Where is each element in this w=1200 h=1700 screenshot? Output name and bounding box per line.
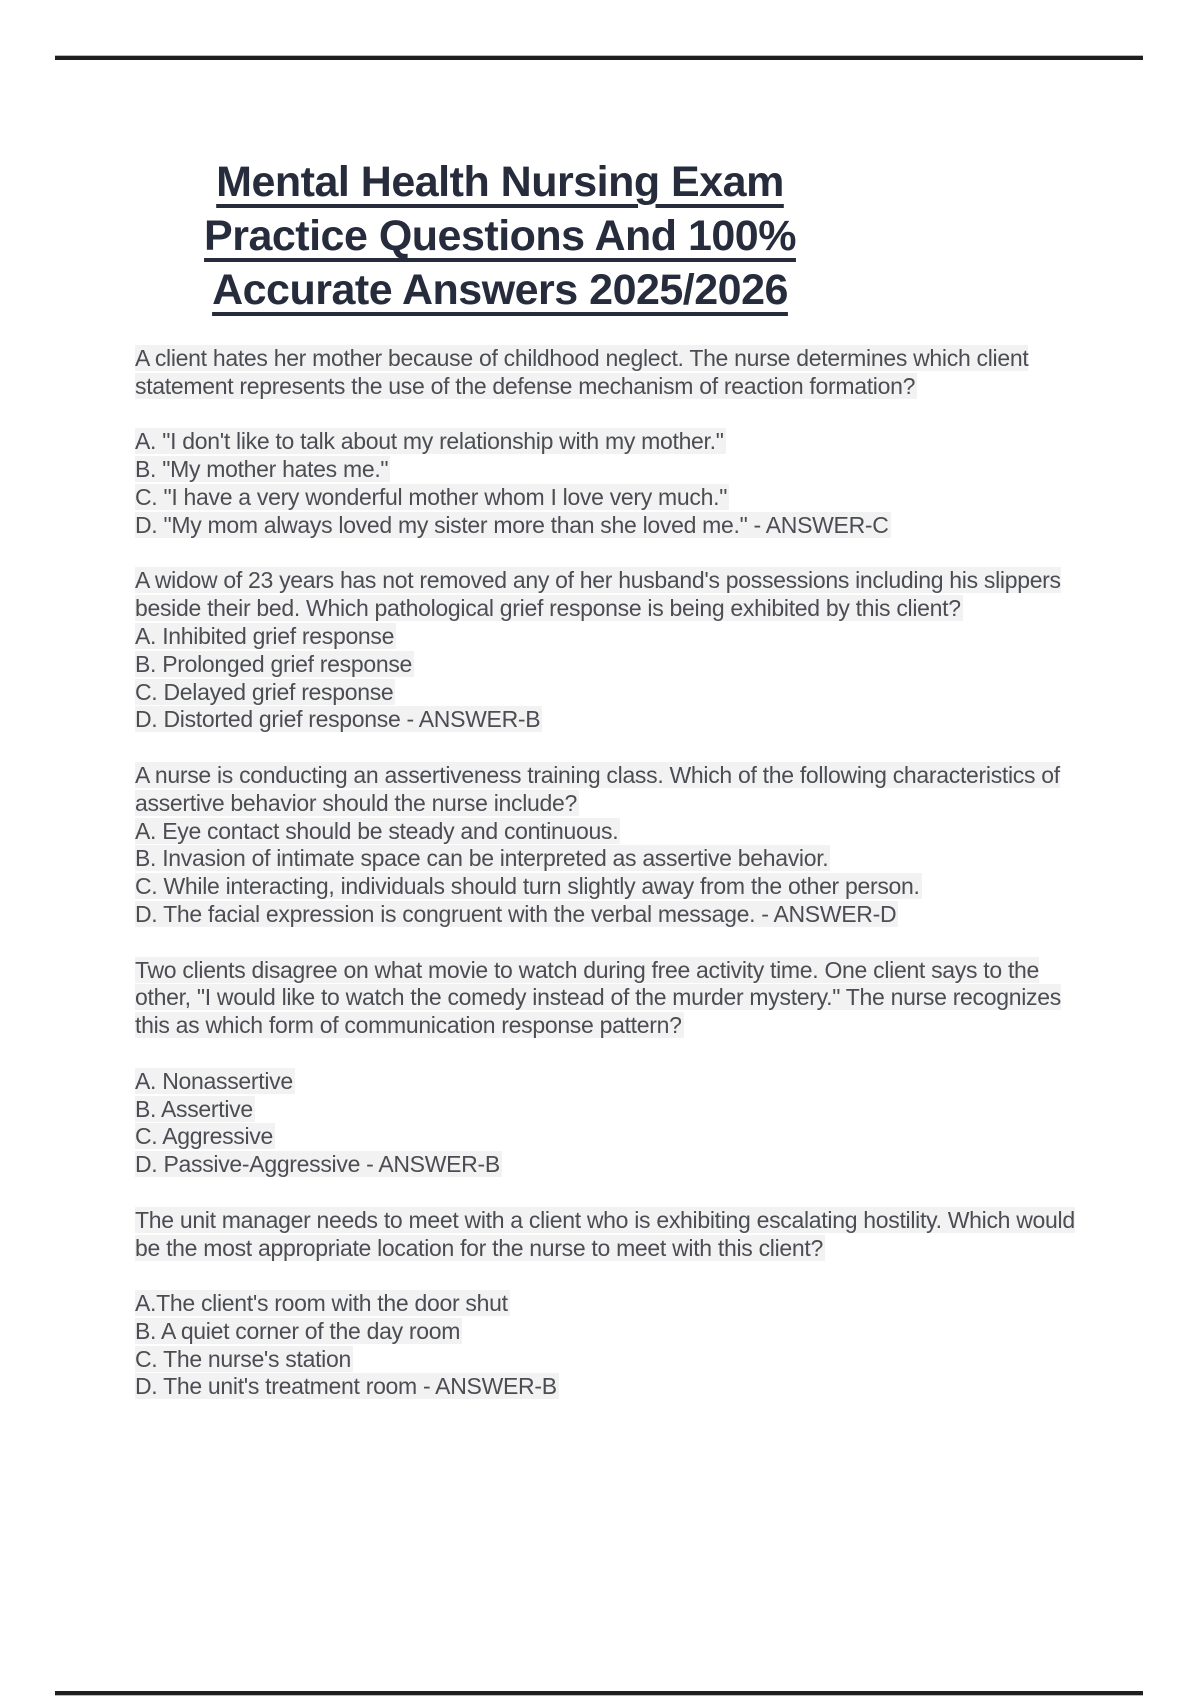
option-line: D. Distorted grief response - ANSWER-B — [135, 706, 541, 733]
top-divider-line — [55, 55, 1143, 60]
bottom-divider-line — [55, 1691, 1143, 1696]
page-title-line: Accurate Answers 2025/2026 — [212, 266, 788, 314]
question-block — [135, 957, 1090, 1179]
option-line: C. Delayed grief response — [135, 678, 394, 705]
blank-line — [135, 1262, 1090, 1290]
page-title — [135, 155, 865, 317]
blank-line — [135, 1040, 1090, 1068]
option-line: C. "I have a very wonderful mother whom I love very much." — [135, 483, 728, 510]
option-line: B. A quiet corner of the day room — [135, 1317, 461, 1344]
option-line: A. Inhibited grief response — [135, 622, 395, 649]
option-line: C. The nurse's station — [135, 1345, 351, 1372]
option-line: C. While interacting, individuals should turn slightly away from the other person. — [135, 873, 920, 900]
option-line: D. The facial expression is congruent with the verbal message. - ANSWER-D — [135, 900, 897, 927]
question-block — [135, 762, 1090, 929]
option-line: B. Invasion of intimate space can be interpreted as assertive behavior. — [135, 845, 829, 872]
option-line: C. Aggressive — [135, 1123, 273, 1150]
page-title-line: Practice Questions And 100% — [204, 212, 796, 260]
questions-list — [135, 345, 1090, 1401]
option-line: A. Eye contact should be steady and continuous. — [135, 817, 619, 844]
option-line: D. The unit's treatment room - ANSWER-B — [135, 1373, 557, 1400]
option-line: A.The client's room with the door shut — [135, 1290, 508, 1317]
option-line: B. Prolonged grief response — [135, 650, 413, 677]
option-line: A. "I don't like to talk about my relationship with my mother." — [135, 428, 724, 455]
question-text: A nurse is conducting an assertiveness training class. Which of the following characteristics of assertive behavior should the nurse include? — [135, 761, 1060, 816]
option-line: A. Nonassertive — [135, 1067, 293, 1094]
question-text: A widow of 23 years has not removed any of her husband's possessions including his slippers beside their bed. Which pathological grief response is being exhibited by this client? — [135, 567, 1061, 622]
option-line: D. "My mom always loved my sister more than she loved me." - ANSWER-C — [135, 511, 889, 538]
option-line: B. "My mother hates me." — [135, 456, 389, 483]
question-block — [135, 1207, 1090, 1402]
question-text: The unit manager needs to meet with a client who is exhibiting escalating hostility. Which would be the most appropriate location for the nurse to meet with this client? — [135, 1206, 1075, 1261]
blank-line — [135, 401, 1090, 429]
option-line: B. Assertive — [135, 1095, 253, 1122]
question-text: A client hates her mother because of childhood neglect. The nurse determines which client statement represents the use of the defense mechanism of reaction formation? — [135, 345, 1029, 399]
option-line: D. Passive-Aggressive - ANSWER-B — [135, 1151, 500, 1178]
question-text: Two clients disagree on what movie to watch during free activity time. One client says to the other, "I would like to watch the comedy instead of the murder mystery." The nurse recognizes this as which form of communication response pattern? — [135, 956, 1061, 1039]
question-block — [135, 345, 1090, 540]
page-title-line: Mental Health Nursing Exam — [216, 158, 784, 206]
question-block — [135, 567, 1090, 734]
